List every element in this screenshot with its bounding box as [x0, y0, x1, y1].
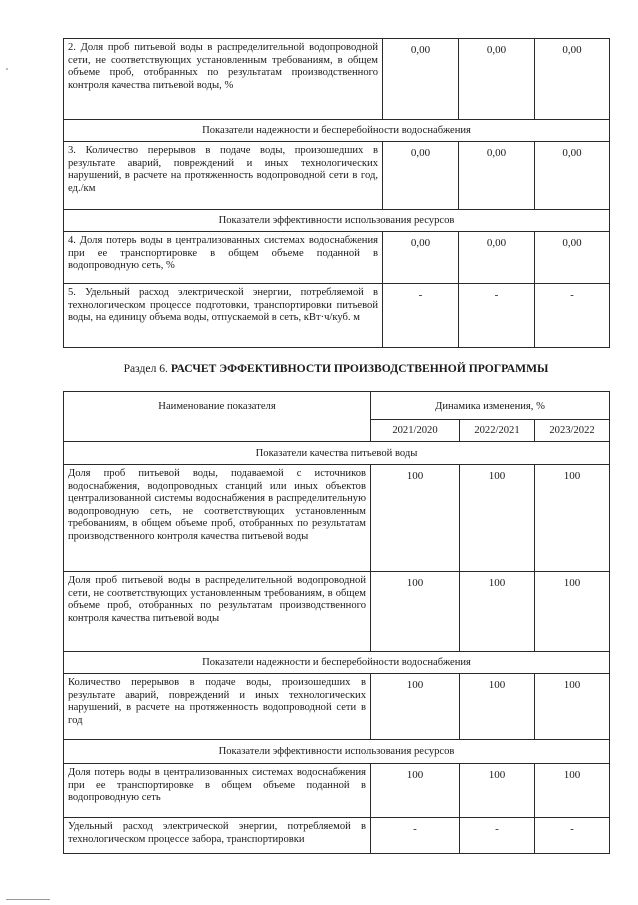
table-row [64, 818, 610, 854]
header-dynamics: Динамика изменения, % [371, 392, 610, 420]
indicator-value: 0,00 [535, 142, 610, 210]
indicator-value: 0,00 [535, 39, 610, 120]
indicator-value: 100 [460, 674, 535, 740]
section-title: Показатели эффективности использования ресурсов [64, 740, 610, 764]
indicator-value: - [371, 818, 460, 854]
indicator-value: 0,00 [383, 142, 459, 210]
table-header-row [64, 392, 610, 420]
table-row [64, 572, 610, 652]
indicator-name: Доля потерь воды в централизованных системах водоснабжения при ее транспортировке в общем объеме поданной в водопроводную сеть [64, 764, 371, 818]
section-row [64, 210, 610, 232]
indicator-value: 100 [535, 764, 610, 818]
indicator-name: 2. Доля проб питьевой воды в распределительной водопроводной сети, не соответствующих установленным требованиям, в общем объеме проб, отобранных по результатам производственного контроля качества питьевой воды, % [64, 39, 383, 120]
indicator-name: 3. Количество перерывов в подаче воды, произошедших в результате аварий, повреждений и иных технологических нарушений, в расчете на протяженность водопроводной сети в год, ед./км [64, 142, 383, 210]
section-row [64, 740, 610, 764]
section-title: Показатели надежности и бесперебойности водоснабжения [64, 652, 610, 674]
header-year: 2021/2020 [371, 420, 460, 442]
section-number: Раздел 6. [123, 362, 171, 375]
section-row [64, 442, 610, 465]
indicator-value: 100 [371, 674, 460, 740]
header-indicator-name: Наименование показателя [64, 392, 371, 442]
section-title: РАСЧЕТ ЭФФЕКТИВНОСТИ ПРОИЗВОДСТВЕННОЙ ПРОГРАММЫ [170, 362, 549, 375]
indicator-value: - [535, 818, 610, 854]
scan-margin-mark [6, 68, 8, 70]
table-row [64, 142, 610, 210]
table-row [64, 39, 610, 120]
indicator-value: 100 [371, 764, 460, 818]
table-row [64, 465, 610, 572]
indicator-value: 100 [535, 572, 610, 652]
table-row [64, 232, 610, 284]
table-row [64, 764, 610, 818]
indicator-value: - [383, 284, 459, 348]
indicator-value: 0,00 [459, 39, 535, 120]
indicator-value: - [535, 284, 610, 348]
header-year: 2023/2022 [535, 420, 610, 442]
section-title: Показатели надежности и бесперебойности водоснабжения [64, 120, 610, 142]
indicator-value: - [459, 284, 535, 348]
indicator-value: 100 [371, 465, 460, 572]
indicator-name: Доля проб питьевой воды, подаваемой с источников водоснабжения, водопроводных станций или иных объектов централизованной системы водоснабжения в распределительную водопроводную сеть, не соответствующих установленным требованиям, в общем объеме проб, отобранных по результатам производственного контроля качества питьевой воды [64, 465, 371, 572]
section-heading [63, 362, 609, 375]
indicator-value: 0,00 [459, 142, 535, 210]
indicator-name: Количество перерывов в подаче воды, произошедших в результате аварий, повреждений и иных технологических нарушений, в расчете на протяженность водопроводной сети в год [64, 674, 371, 740]
section-row [64, 120, 610, 142]
indicator-value: - [460, 818, 535, 854]
indicator-value: 0,00 [383, 39, 459, 120]
indicator-value: 0,00 [459, 232, 535, 284]
indicator-name: 4. Доля потерь воды в централизованных системах водоснабжения при ее транспортировке в общем объеме поданной в водопроводную сеть, % [64, 232, 383, 284]
scan-footer-mark [6, 899, 50, 900]
table-row [64, 674, 610, 740]
efficiency-table [63, 391, 610, 854]
indicator-name: Доля проб питьевой воды в распределительной водопроводной сети, не соответствующих установленным требованиям, в общем объеме проб, отобранных по результатам производственного контроля качества питьевой воды [64, 572, 371, 652]
indicator-value: 100 [535, 465, 610, 572]
indicator-value: 100 [371, 572, 460, 652]
indicator-value: 100 [460, 572, 535, 652]
section-title: Показатели эффективности использования ресурсов [64, 210, 610, 232]
section-row [64, 652, 610, 674]
indicator-name: 5. Удельный расход электрической энергии, потребляемой в технологическом процессе подготовки, транспортировки питьевой воды, на единицу объема воды, отпускаемой в сеть, кВт·ч/куб. м [64, 284, 383, 348]
table-row [64, 284, 610, 348]
indicators-table-continued [63, 38, 610, 348]
section-title: Показатели качества питьевой воды [64, 442, 610, 465]
indicator-name: Удельный расход электрической энергии, потребляемой в технологическом процессе забора, транспортировки [64, 818, 371, 854]
indicator-value: 0,00 [535, 232, 610, 284]
indicator-value: 100 [535, 674, 610, 740]
indicator-value: 100 [460, 465, 535, 572]
indicator-value: 0,00 [383, 232, 459, 284]
header-year: 2022/2021 [460, 420, 535, 442]
indicator-value: 100 [460, 764, 535, 818]
